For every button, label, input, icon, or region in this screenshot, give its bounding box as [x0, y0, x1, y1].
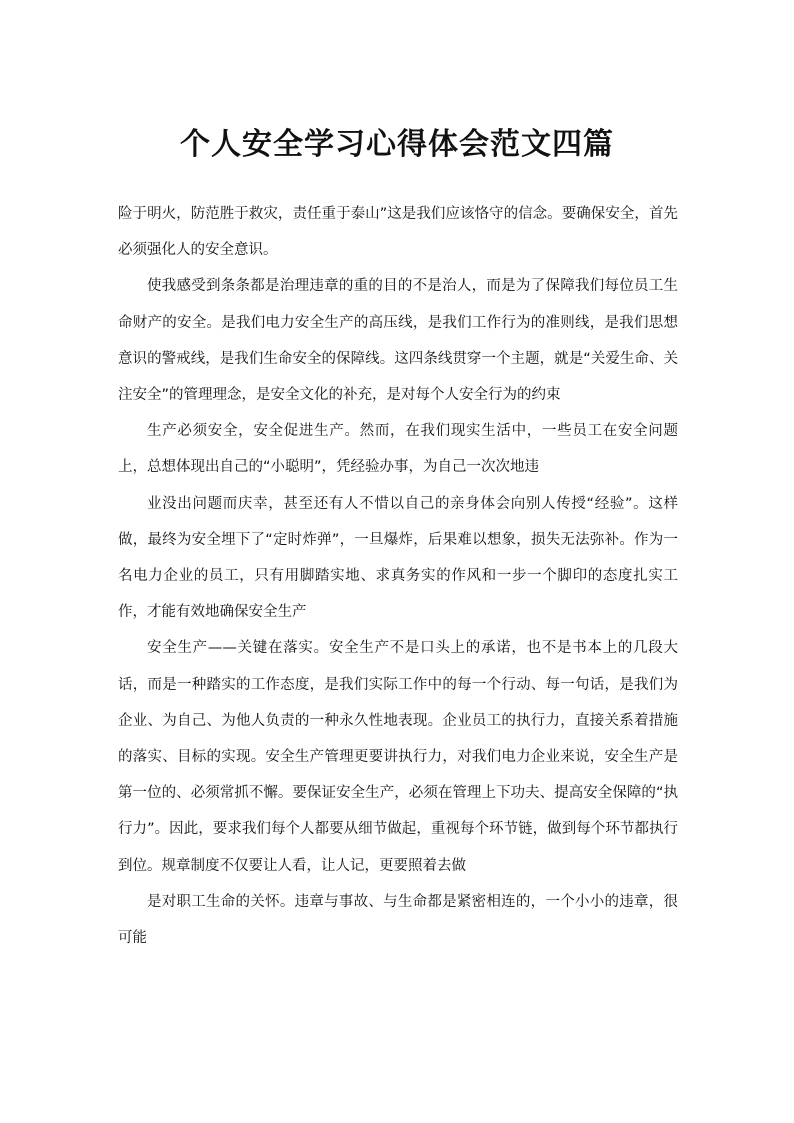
paragraph-5: 安全生产——关键在落实。安全生产不是口头上的承诺，也不是书本上的几段大话，而是一种踏实的工作态度，是我们实际工作中的每一个行动、每一句话，是我们为企业、为自己、为他人负责的一种永久性地表现。企业员工的执行力，直接关系着措施的落实、目标的实现。安全生产管理更要讲执行力，对我们电力企业来说，安全生产是第一位的、必须常抓不懈。要保证安全生产，必须在管理上下功夫、提高安全保障的“执行力”。因此，要求我们每个人都要从细节做起，重视每个环节链，做到每个环节都执行到位。规章制度不仅要让人看，让人记，更要照着去做	[118, 640, 678, 874]
paragraph-2: 使我感受到条条都是治理违章的重的目的不是治人，而是为了保障我们每位员工生命财产的安全。是我们电力安全生产的高压线，是我们工作行为的准则线，是我们思想意识的警戒线，是我们生命安全的保障线。这四条线贯穿一个主题，就是“关爱生命、关注安全”的管理理念，是安全文化的补充，是对每个人安全行为的约束	[118, 278, 678, 404]
paragraph-6: 是对职工生命的关怀。违章与事故、与生命都是紧密相连的，一个小小的违章，很可能	[118, 893, 678, 947]
document-body	[118, 196, 678, 956]
paragraph-3: 生产必须安全，安全促进生产。然而，在我们现实生活中，一些员工在安全问题上，总想体现出自己的“小聪明”，凭经验办事，为自己一次次地违	[118, 423, 678, 476]
paragraph-4: 业没出问题而庆幸，甚至还有人不惜以自己的亲身体会向别人传授“经验”。这样做，最终为安全埋下了“定时炸弹”，一旦爆炸，后果难以想象，损失无法弥补。作为一名电力企业的员工，只有用脚踏实地、求真务实的作风和一步一个脚印的态度扎实工作，才能有效地确保安全生产	[118, 495, 678, 621]
document-title: 个人安全学习心得体会范文四篇	[180, 127, 614, 162]
paragraph-1: 险于明火，防范胜于救灾，责任重于泰山”这是我们应该恪守的信念。要确保安全，首先必须强化人的安全意识。	[118, 206, 678, 259]
